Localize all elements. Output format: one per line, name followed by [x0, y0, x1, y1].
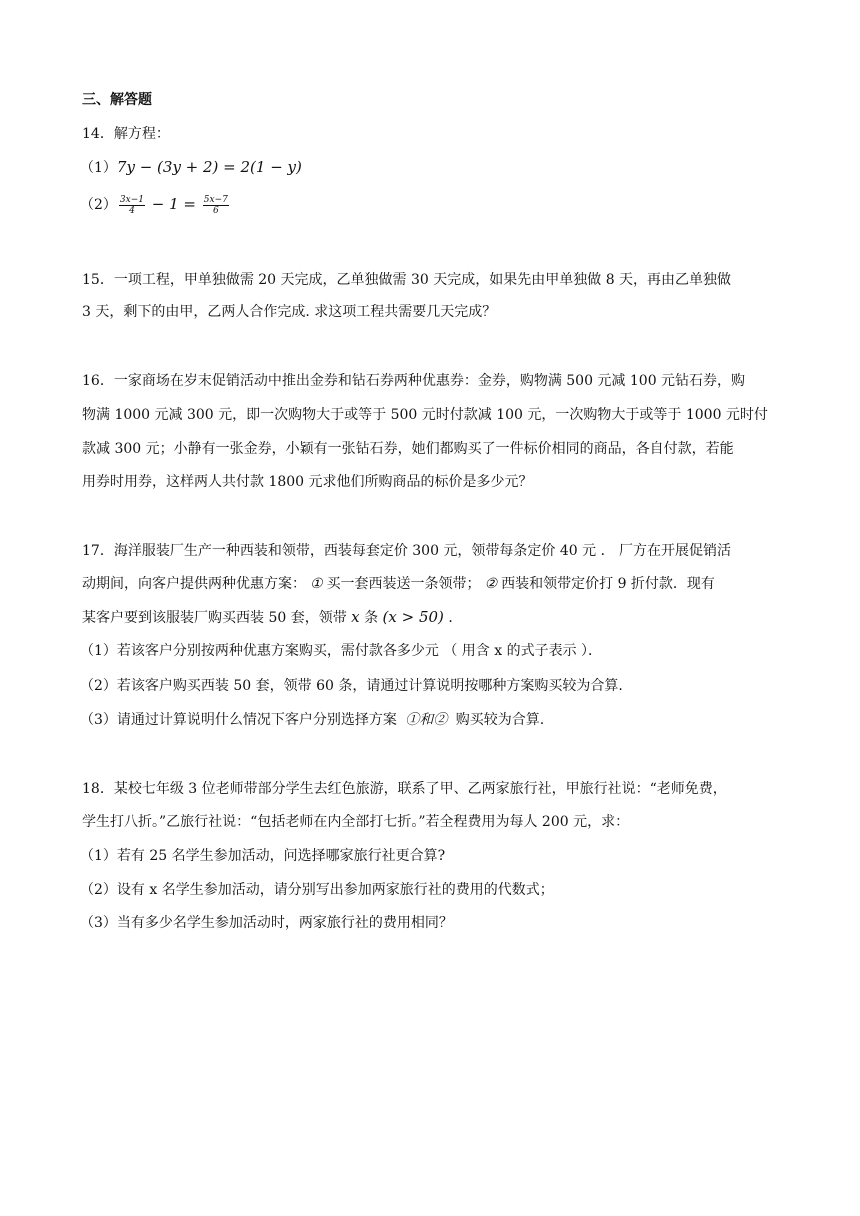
q16-line2: 物满 1000 元减 300 元，即一次购物大于或等于 500 元时付款减 100 元，一次购物大于或等于 1000 元时付 [82, 407, 768, 423]
q14-part1-equation: 7y − (3y + 2) = 2(1 − y) [116, 158, 302, 176]
q18-part1: （1）若有 25 名学生参加活动，问选择哪家旅行社更合算? [80, 848, 446, 864]
q14-part2 [80, 192, 231, 217]
q17-line3-text-a: 某客户要到该服装厂购买西装 50 套，领带 [82, 610, 352, 626]
q14-stem: 14．解方程： [82, 126, 170, 142]
q14-part1-label: （1） [80, 160, 117, 176]
fraction-numerator: 3x−1 [119, 194, 144, 205]
q17-part1: （1）若该客户分别按两种优惠方案购买，需付款各多少元 （ 用含 x 的式子表示 ）． [80, 643, 603, 659]
q17-line2 [82, 574, 715, 594]
q18-line1: 18．某校七年级 3 位老师带部分学生去红色旅游，联系了甲、乙两家旅行社，甲旅行社说：“老师免费， [82, 781, 727, 797]
q17-line2-text-c: 西装和领带定价打 9 折付款．现有 [501, 576, 715, 592]
option-markers: ①和② [405, 712, 448, 728]
section-title: 三、解答题 [82, 92, 152, 108]
q16-line4: 用券时用券，这样两人共付款 1800 元求他们所购商品的标价是多少元？ [82, 474, 533, 490]
q17-line3 [82, 607, 462, 628]
q17-part3-text-a: （3）请通过计算说明什么情况下客户分别选择方案 [80, 712, 402, 728]
q16-line3: 款减 300 元；小静有一张金券，小颖有一张钻石券，她们都购买了一件标价相同的商品，各自付款，若能 [82, 441, 734, 457]
q17-variable-x: x [351, 608, 360, 626]
q15-line1: 15．一项工程，甲单独做需 20 天完成，乙单独做需 30 天完成，如果先由甲单独做 8 天，再由乙单独做 [82, 272, 732, 288]
q17-line3-text-b: 条 [359, 610, 383, 626]
fraction-denominator: 4 [129, 205, 135, 216]
q17-line2-text-a: 动期间，向客户提供两种优惠方案： [82, 576, 306, 592]
q17-part3 [80, 710, 544, 730]
q16-line1: 16．一家商场在岁末促销活动中推出金券和钻石券两种优惠券：金券，购物满 500 元减 100 元钻石券，购 [82, 373, 746, 389]
q14-part1 [80, 157, 302, 178]
q17-line3-text-c: ． [443, 610, 463, 626]
q17-line1: 17．海洋服装厂生产一种西装和领带，西装每套定价 300 元，领带每条定价 40 元 ． 厂方在开展促销活 [82, 543, 732, 559]
q17-part2: （2）若该客户购买西装 50 套，领带 60 条，请通过计算说明按哪种方案购买较为合算. [80, 678, 623, 694]
q14-part2-middle: − 1 = [147, 195, 201, 213]
q17-inequality: (x > 50) [382, 608, 444, 626]
q15-line2: 3 天，剩下的由甲，乙两人合作完成. 求这项工程共需要几天完成？ [82, 304, 497, 320]
q18-part2: （2）设有 x 名学生参加活动，请分别写出参加两家旅行社的费用的代数式； [80, 882, 554, 898]
q14-fraction-left [119, 195, 145, 216]
option-one-marker: ① [310, 576, 323, 592]
option-two-marker: ② [484, 576, 498, 592]
q17-line2-text-b: 买一套西装送一条领带； [326, 576, 481, 592]
q14-part2-label: （2） [80, 197, 117, 213]
q18-part3: （3）当有多少名学生参加活动时，两家旅行社的费用相同？ [80, 915, 453, 931]
q14-fraction-right [203, 195, 229, 216]
fraction-denominator: 6 [212, 205, 219, 216]
q18-line2: 学生打八折。”乙旅行社说：“包括老师在内全部打七折。”若全程费用为每人 200 元，求： [82, 814, 630, 830]
fraction-numerator: 5x−7 [203, 194, 228, 205]
q17-part3-text-b: 购买较为合算. [451, 712, 545, 728]
